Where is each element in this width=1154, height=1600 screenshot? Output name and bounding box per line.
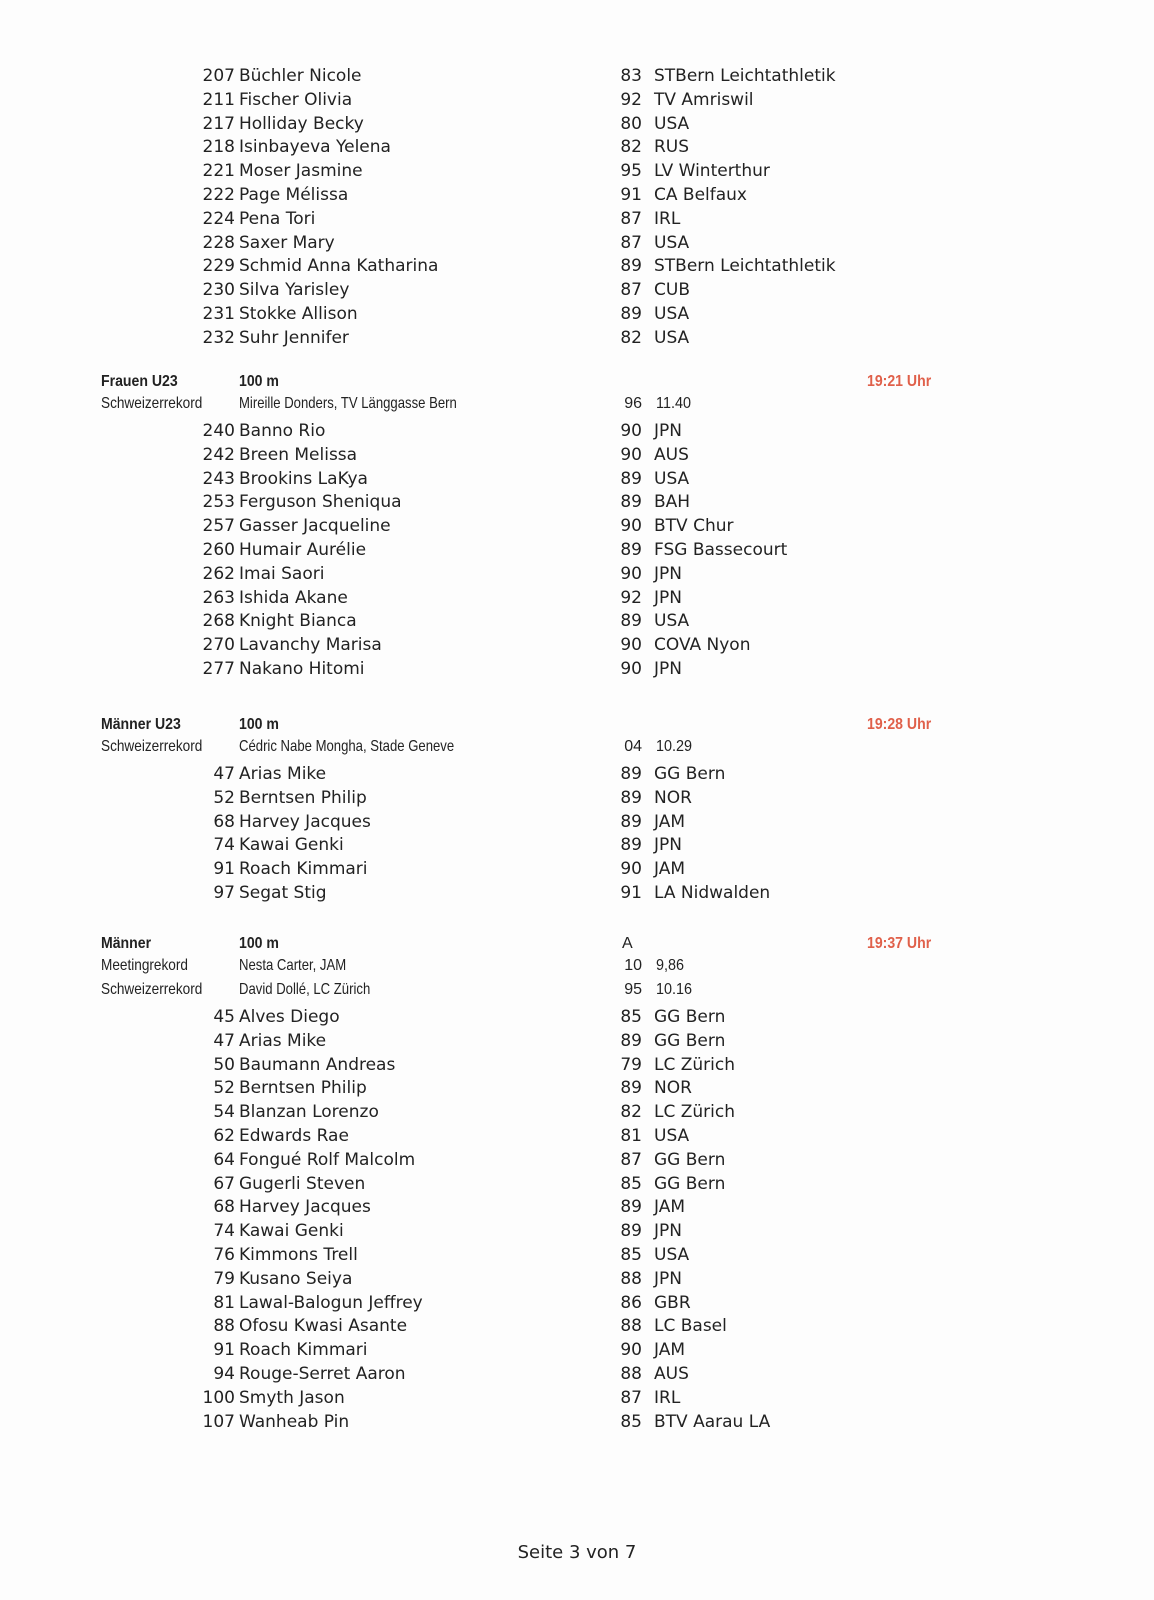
athlete-row [0,786,1154,810]
club-name: USA [654,611,690,632]
athlete-name: Kimmons Trell [239,1245,358,1265]
club-name: IRL [654,208,681,229]
athlete-row [0,159,1154,183]
club-name: AUS [654,1364,689,1384]
athlete-row [0,1338,1154,1362]
bib-number: 94 [213,1364,235,1384]
event-discipline: 100 m [239,373,279,390]
club-name: USA [654,304,690,324]
club-name: JAM [654,1197,686,1218]
club-name: RUS [654,137,690,158]
bib-number: 81 [213,1292,235,1313]
birth-year: 92 [620,587,642,608]
athlete-name: Arias Mike [239,1030,327,1051]
birth-year: 89 [620,1197,642,1218]
athlete-row [0,112,1154,136]
athlete-name: Harvey Jacques [239,811,371,832]
birth-year: 81 [620,1126,642,1146]
bib-number: 62 [213,1126,235,1146]
club-name: JPN [654,659,682,679]
athlete-name: Pena Tori [239,208,316,229]
birth-year: 87 [620,1387,642,1408]
athlete-row [0,1267,1154,1291]
bib-number: 242 [202,444,235,465]
birth-year: 80 [620,113,642,134]
athlete-name: Berntsen Philip [239,1078,367,1099]
birth-year: 82 [620,1102,642,1123]
birth-year: 87 [620,208,642,229]
athlete-name: Berntsen Philip [239,787,367,808]
athlete-name: Lavanchy Marisa [239,635,382,656]
birth-year: 91 [620,883,642,903]
athlete-row [0,762,1154,786]
birth-year: 89 [620,1221,642,1242]
athlete-row [0,1124,1154,1148]
club-name: JAM [654,1340,686,1361]
birth-year: 90 [620,444,642,465]
birth-year: 89 [620,256,642,277]
start-time: 19:28 Uhr [867,716,932,733]
start-time: 19:21 Uhr [867,373,932,390]
bib-number: 91 [213,1340,235,1361]
bib-number: 54 [213,1102,235,1123]
bib-number: 97 [213,883,235,903]
bib-number: 74 [213,1221,235,1242]
athlete-row [0,633,1154,657]
record-holder: Cédric Nabe Mongha, Stade Geneve [239,738,455,755]
record-value: 9,86 [656,957,685,974]
record-label: Schweizerrekord [101,395,203,412]
athlete-name: Harvey Jacques [239,1197,371,1218]
birth-year: 90 [620,563,642,584]
athlete-row [0,562,1154,586]
birth-year: 88 [620,1364,642,1384]
athlete-name: Ofosu Kwasi Asante [239,1316,408,1337]
athlete-name: Kawai Genki [239,1221,344,1242]
athlete-row [0,183,1154,207]
birth-year: 87 [620,232,642,253]
birth-year: 79 [620,1054,642,1075]
athlete-name: Saxer Mary [239,232,335,253]
bib-number: 67 [213,1173,235,1194]
club-name: NOR [654,787,692,808]
club-name: USA [654,1245,690,1265]
athlete-name: Ferguson Sheniqua [239,492,402,513]
bib-number: 45 [213,1007,235,1027]
bib-number: 262 [202,563,235,584]
athlete-name: Baumann Andreas [239,1054,396,1075]
club-name: IRL [654,1387,681,1408]
athlete-row [0,64,1154,88]
club-name: USA [654,468,690,489]
athlete-name: Page Mélissa [239,185,349,205]
athlete-row [0,1148,1154,1172]
athlete-name: Fongué Rolf Malcolm [239,1149,416,1170]
record-label: Schweizerrekord [101,738,203,755]
athlete-row [0,538,1154,562]
athlete-name: Banno Rio [239,421,326,441]
athlete-name: Imai Saori [239,563,325,584]
athlete-name: Rouge-Serret Aaron [239,1364,406,1384]
bib-number: 68 [213,1197,235,1218]
bib-number: 52 [213,787,235,808]
birth-year: 89 [620,492,642,513]
birth-year: 90 [620,859,642,880]
record-holder: Nesta Carter, JAM [239,957,347,974]
event-discipline: 100 m [239,935,279,952]
birth-year: 89 [620,468,642,489]
bib-number: 224 [202,208,235,229]
athlete-row [0,88,1154,112]
club-name: USA [654,1126,690,1146]
bib-number: 277 [202,659,235,679]
club-name: JPN [654,587,682,608]
birth-year: 86 [620,1292,642,1313]
birth-year: 85 [620,1007,642,1027]
record-year: 10 [624,957,642,974]
record-label: Schweizerrekord [101,981,203,998]
athlete-name: Ishida Akane [239,587,348,608]
club-name: BTV Chur [654,516,734,537]
athlete-name: Büchler Nicole [239,66,362,86]
club-name: GG Bern [654,764,726,784]
athlete-name: Knight Bianca [239,611,357,632]
athlete-row [0,419,1154,443]
athlete-name: Edwards Rae [239,1126,349,1146]
bib-number: 231 [202,304,235,324]
athlete-name: Lawal-Balogun Jeffrey [239,1292,423,1313]
bib-number: 230 [202,280,235,301]
athlete-name: Suhr Jennifer [239,327,349,348]
bib-number: 260 [202,540,235,560]
athlete-name: Roach Kimmari [239,1340,368,1361]
bib-number: 268 [202,611,235,632]
athlete-name: Roach Kimmari [239,859,368,880]
bib-number: 47 [213,764,235,784]
athlete-row [0,490,1154,514]
athlete-name: Alves Diego [239,1007,340,1027]
bib-number: 263 [202,587,235,608]
bib-number: 88 [213,1316,235,1337]
club-name: JPN [654,421,682,441]
athlete-row [0,302,1154,326]
athlete-name: Smyth Jason [239,1387,345,1408]
birth-year: 90 [620,1340,642,1361]
birth-year: 88 [620,1268,642,1289]
athlete-row [0,1195,1154,1219]
bib-number: 217 [202,113,235,134]
bib-number: 221 [202,161,235,182]
club-name: CUB [654,280,690,301]
bib-number: 68 [213,811,235,832]
record-value: 10.16 [656,981,693,998]
birth-year: 89 [620,304,642,324]
birth-year: 87 [620,280,642,301]
birth-year: 90 [620,516,642,537]
event-category: Männer U23 [101,716,181,733]
athlete-name: Stokke Allison [239,304,358,324]
birth-year: 90 [620,659,642,679]
athlete-name: Kawai Genki [239,835,344,856]
bib-number: 91 [213,859,235,880]
athlete-row [0,1314,1154,1338]
athlete-row [0,1243,1154,1267]
birth-year: 92 [620,89,642,110]
bib-number: 107 [202,1411,235,1432]
bib-number: 229 [202,256,235,277]
athlete-row [0,443,1154,467]
bib-number: 52 [213,1078,235,1099]
club-name: JPN [654,1221,682,1242]
birth-year: 82 [620,137,642,158]
athlete-row [0,810,1154,834]
bib-number: 207 [202,66,235,86]
bib-number: 240 [202,421,235,441]
record-year: 04 [624,738,642,755]
club-name: BTV Aarau LA [654,1411,771,1432]
athlete-name: Isinbayeva Yelena [239,137,391,158]
birth-year: 85 [620,1411,642,1432]
bib-number: 270 [202,635,235,656]
heat-label: A [622,935,633,952]
athlete-row [0,1053,1154,1077]
athlete-name: Wanheab Pin [239,1411,350,1432]
club-name: GG Bern [654,1173,726,1194]
athlete-name: Fischer Olivia [239,89,353,110]
athlete-row [0,467,1154,491]
athlete-row [0,833,1154,857]
birth-year: 88 [620,1316,642,1337]
bib-number: 218 [202,137,235,158]
athlete-name: Gugerli Steven [239,1173,366,1194]
event-category: Frauen U23 [101,373,178,390]
club-name: BAH [654,492,691,513]
athlete-row [0,857,1154,881]
birth-year: 91 [620,185,642,205]
athlete-name: Nakano Hitomi [239,659,365,679]
club-name: AUS [654,444,689,465]
birth-year: 95 [620,161,642,182]
athlete-row [0,207,1154,231]
bib-number: 79 [213,1268,235,1289]
record-year: 95 [624,981,642,998]
athlete-row [0,881,1154,905]
club-name: NOR [654,1078,692,1099]
birth-year: 82 [620,327,642,348]
athlete-name: Silva Yarisley [239,280,350,301]
athlete-row [0,1410,1154,1434]
birth-year: 83 [620,66,642,86]
athlete-name: Moser Jasmine [239,161,363,182]
athlete-row [0,586,1154,610]
club-name: USA [654,327,690,348]
club-name: JPN [654,1268,682,1289]
athlete-row [0,1386,1154,1410]
athlete-name: Kusano Seiya [239,1268,353,1289]
club-name: LC Basel [654,1316,727,1337]
event-discipline: 100 m [239,716,279,733]
birth-year: 89 [620,540,642,560]
birth-year: 89 [620,611,642,632]
athlete-row [0,1029,1154,1053]
athlete-row [0,1219,1154,1243]
birth-year: 87 [620,1149,642,1170]
record-value: 11.40 [656,395,691,412]
bib-number: 50 [213,1054,235,1075]
club-name: LC Zürich [654,1102,735,1123]
club-name: JAM [654,811,686,832]
athlete-name: Brookins LaKya [239,468,368,489]
athlete-row [0,135,1154,159]
club-name: JAM [654,859,686,880]
club-name: LC Zürich [654,1054,735,1075]
page-footer: Seite 3 von 7 [517,1542,637,1563]
birth-year: 89 [620,1030,642,1051]
record-holder: Mireille Donders, TV Länggasse Bern [239,395,457,412]
bib-number: 253 [202,492,235,513]
birth-year: 90 [620,421,642,441]
club-name: CA Belfaux [654,185,747,205]
birth-year: 89 [620,787,642,808]
bib-number: 211 [202,89,235,110]
athlete-name: Breen Melissa [239,444,358,465]
bib-number: 232 [202,327,235,348]
club-name: LA Nidwalden [654,883,771,903]
athlete-row [0,1172,1154,1196]
bib-number: 228 [202,232,235,253]
athlete-row [0,1291,1154,1315]
bib-number: 47 [213,1030,235,1051]
bib-number: 64 [213,1149,235,1170]
record-holder: David Dollé, LC Zürich [239,981,371,998]
athlete-row [0,1076,1154,1100]
club-name: FSG Bassecourt [654,540,788,560]
start-time: 19:37 Uhr [867,935,932,952]
athlete-row [0,278,1154,302]
record-label: Meetingrekord [101,957,188,974]
club-name: USA [654,113,690,134]
athlete-name: Segat Stig [239,883,327,903]
athlete-row [0,254,1154,278]
record-value: 10.29 [656,738,693,755]
club-name: USA [654,232,690,253]
athlete-row [0,1005,1154,1029]
club-name: LV Winterthur [654,161,770,182]
athlete-row [0,326,1154,350]
athlete-name: Holliday Becky [239,113,364,134]
birth-year: 89 [620,811,642,832]
club-name: TV Amriswil [654,89,754,110]
athlete-row [0,514,1154,538]
bib-number: 76 [213,1245,235,1265]
athlete-row [0,1362,1154,1386]
athlete-name: Arias Mike [239,764,327,784]
bib-number: 100 [202,1387,235,1408]
club-name: GG Bern [654,1149,726,1170]
birth-year: 90 [620,635,642,656]
club-name: JPN [654,835,682,856]
club-name: GG Bern [654,1007,726,1027]
club-name: GBR [654,1292,691,1313]
club-name: JPN [654,563,682,584]
birth-year: 85 [620,1245,642,1265]
event-category: Männer [101,935,152,952]
bib-number: 222 [202,185,235,205]
athlete-name: Gasser Jacqueline [239,516,391,537]
club-name: STBern Leichtathletik [654,256,836,277]
athlete-row [0,657,1154,681]
birth-year: 85 [620,1173,642,1194]
bib-number: 257 [202,516,235,537]
athlete-row [0,1100,1154,1124]
bib-number: 74 [213,835,235,856]
bib-number: 243 [202,468,235,489]
birth-year: 89 [620,764,642,784]
birth-year: 89 [620,835,642,856]
athlete-row [0,231,1154,255]
birth-year: 89 [620,1078,642,1099]
athlete-row [0,609,1154,633]
athlete-name: Humair Aurélie [239,540,367,560]
athlete-name: Schmid Anna Katharina [239,256,439,277]
club-name: GG Bern [654,1030,726,1051]
athlete-name: Blanzan Lorenzo [239,1102,379,1123]
club-name: STBern Leichtathletik [654,66,836,86]
record-year: 96 [624,395,642,412]
club-name: COVA Nyon [654,635,751,656]
